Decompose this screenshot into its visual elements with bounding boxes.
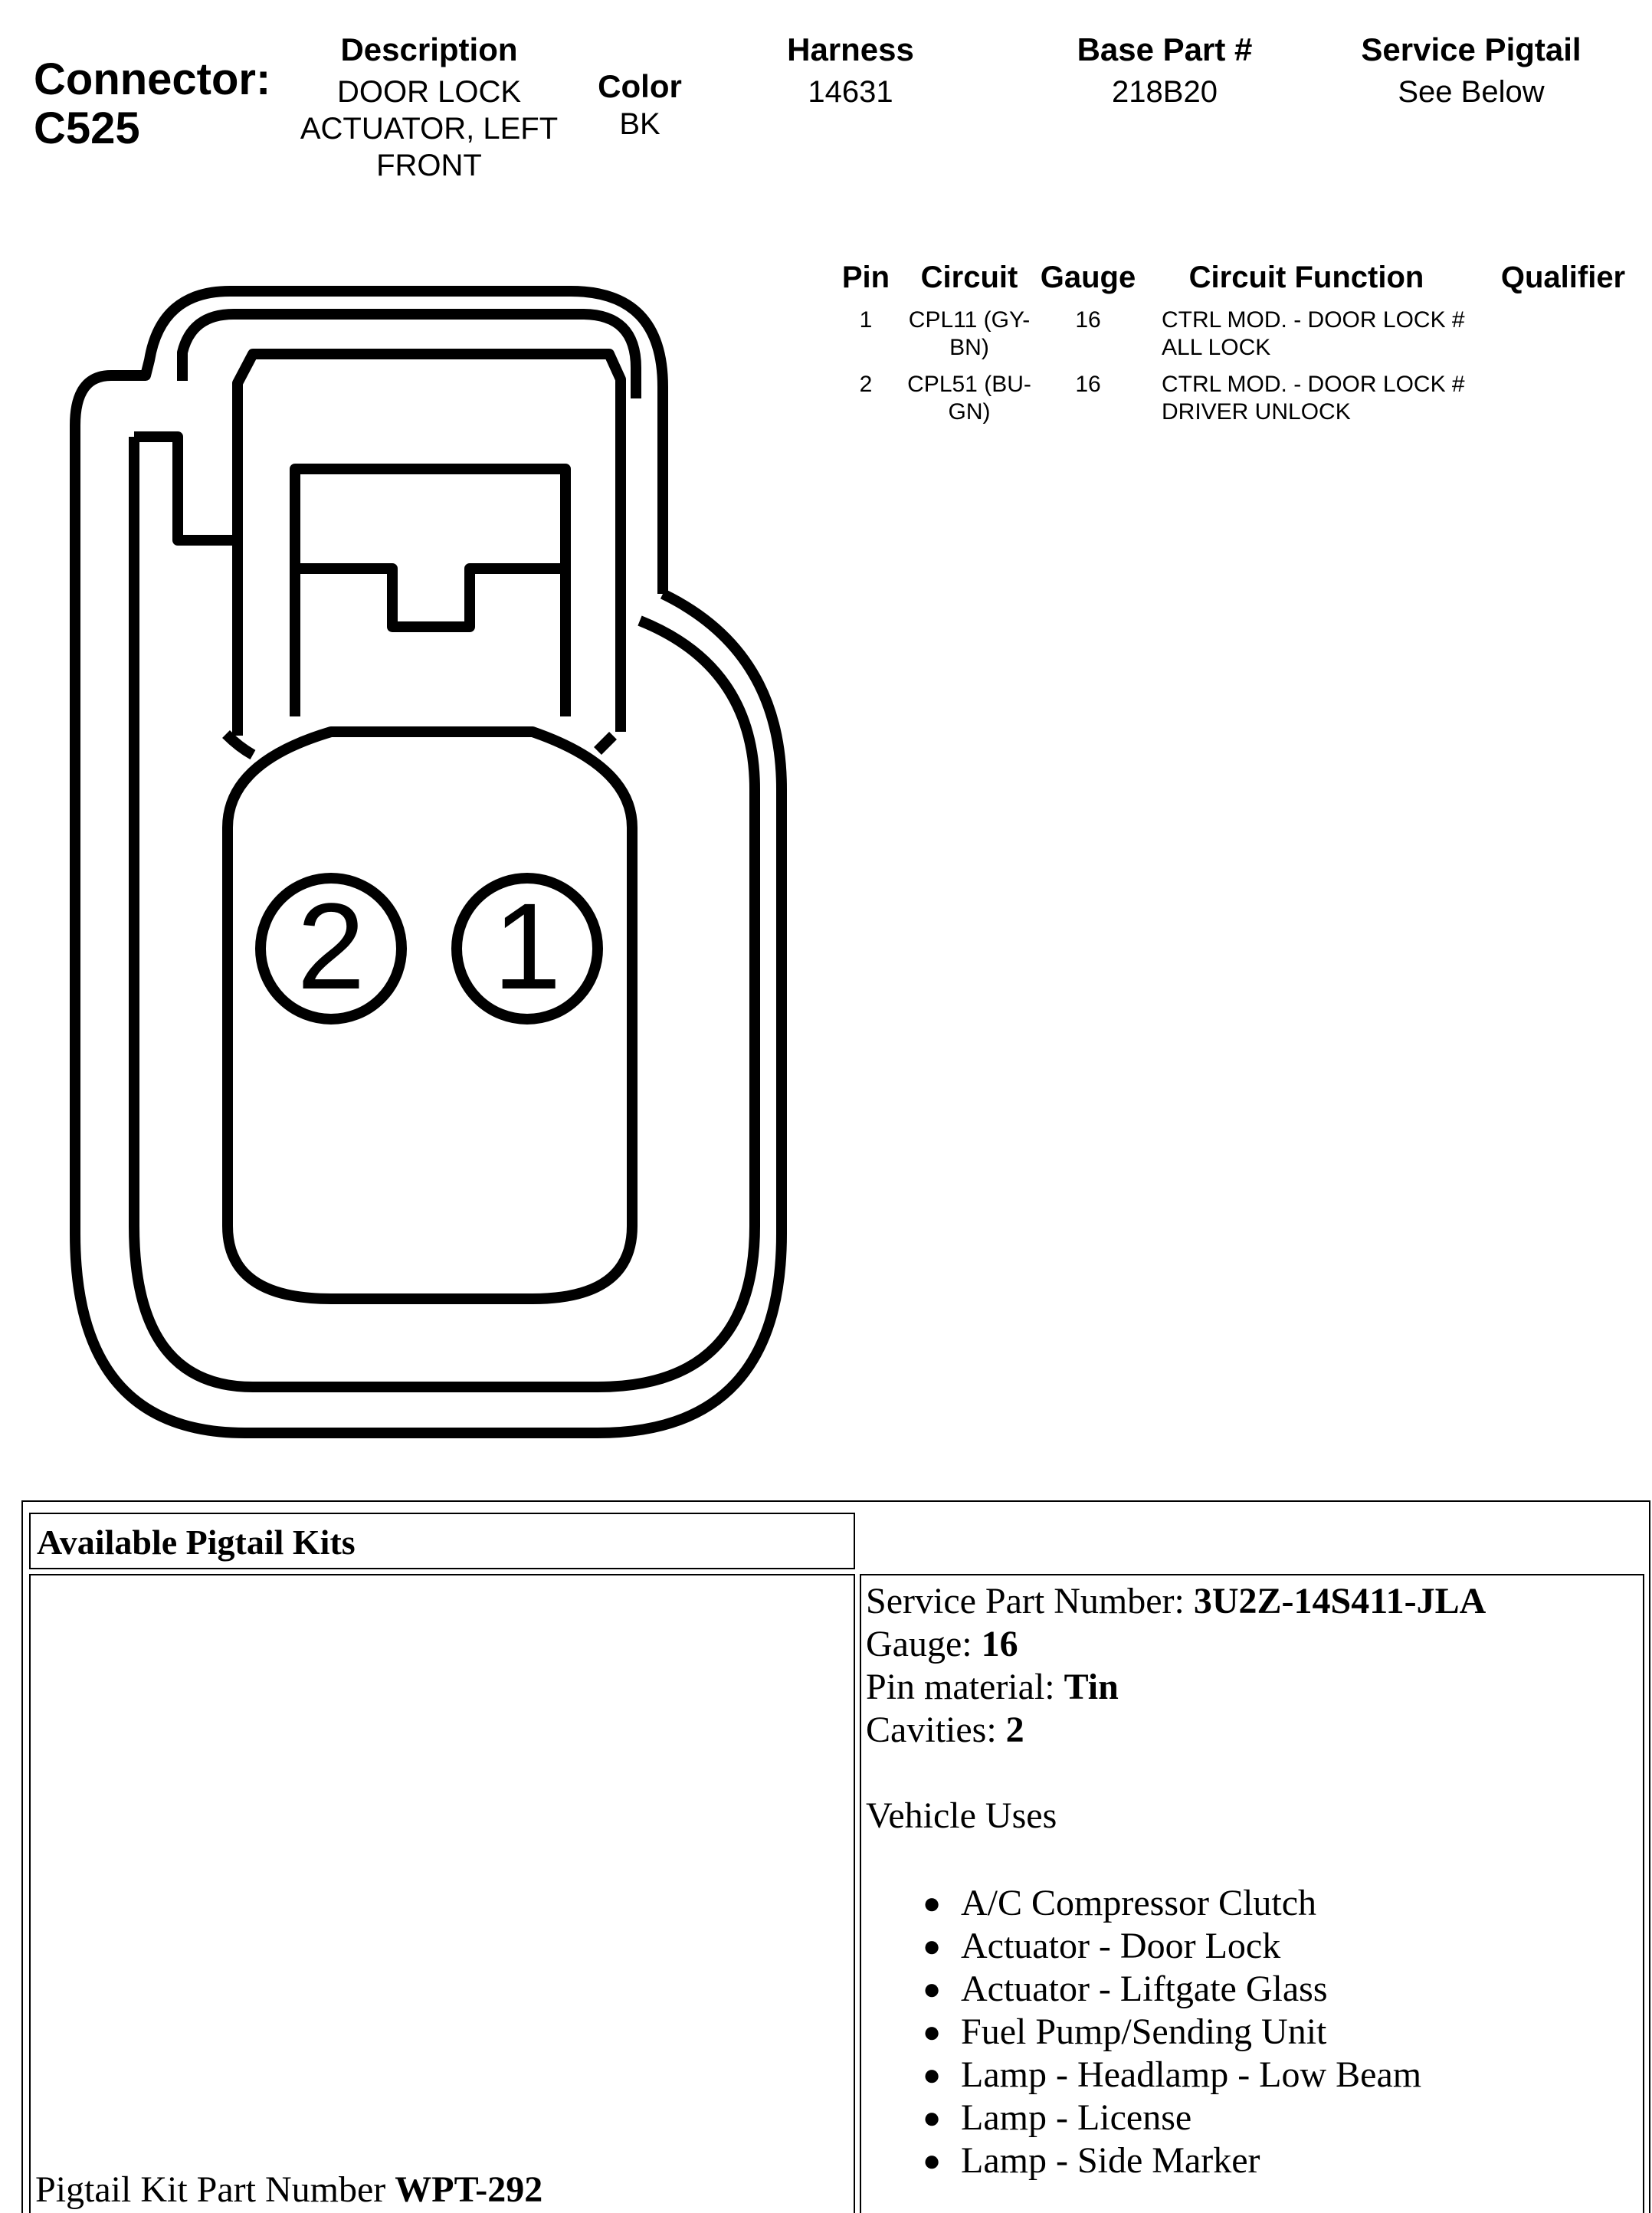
base-part-value: 218B20 (1112, 75, 1218, 109)
connector-label: Connector: (34, 54, 271, 104)
description-line: FRONT (376, 149, 482, 182)
function-cell (1162, 307, 1483, 362)
pin-number: 1 (859, 307, 873, 333)
cavities-row (866, 1709, 1638, 1752)
vehicle-use: Lamp - Side Marker (961, 2140, 1260, 2181)
circuit-line: GN) (948, 399, 991, 425)
harness-header: Harness (787, 31, 914, 67)
vehicle-uses-list (923, 1882, 1638, 2182)
bullet-icon: ● (923, 1886, 942, 1920)
gauge-label: Gauge: (866, 1624, 982, 1664)
bullet-icon: ● (923, 2057, 942, 2092)
vehicle-use: Actuator - Liftgate Glass (961, 1969, 1328, 2009)
harness-value: 14631 (808, 75, 893, 109)
cavity-2-label: 2 (297, 877, 365, 1015)
description-line: DOOR LOCK (336, 75, 522, 109)
vehicle-use: Lamp - Headlamp - Low Beam (961, 2054, 1422, 2095)
bullet-icon: ● (923, 2100, 942, 2135)
base-part-header: Base Part # (1077, 31, 1253, 67)
connector-id: C525 (34, 103, 140, 153)
service-part-number (866, 1580, 1638, 1623)
function-line: ALL LOCK (1162, 335, 1271, 360)
circuit-line: CPL51 (BU- (907, 372, 1031, 397)
service-pigtail-column (1333, 31, 1609, 110)
housing-inner-step (134, 437, 238, 540)
pin-material-label: Pin material: (866, 1667, 1064, 1707)
gauge-cell: 16 (1075, 307, 1101, 333)
bullet-icon: ● (923, 1929, 942, 1963)
function-line: DRIVER UNLOCK (1162, 399, 1351, 425)
kit-part-number (35, 2169, 542, 2211)
bullet-icon: ● (923, 2015, 942, 2049)
list-item (923, 2097, 1638, 2139)
service-pigtail-header: Service Pigtail (1361, 31, 1582, 67)
cavities-label: Cavities: (866, 1710, 1006, 1750)
kit-part-value: WPT-292 (395, 2169, 543, 2210)
table-row (828, 371, 1640, 432)
list-item (923, 2139, 1638, 2182)
pigtail-details-cell (860, 1574, 1644, 2213)
gauge-header: Gauge (1040, 261, 1136, 294)
service-pigtail-value: See Below (1398, 75, 1545, 109)
gauge-cell: 16 (1075, 372, 1101, 397)
color-value: BK (619, 107, 660, 141)
pigtail-title-cell (29, 1513, 855, 1569)
circuit-line: CPL11 (GY- (908, 307, 1031, 333)
pin-number: 2 (859, 372, 873, 397)
bullet-icon: ● (923, 2143, 942, 2178)
table-row (828, 307, 1640, 368)
list-item (923, 2011, 1638, 2054)
list-item (923, 2054, 1638, 2097)
function-cell (1162, 371, 1483, 426)
pin-material-row (866, 1666, 1638, 1709)
circuit-line: BN) (949, 335, 989, 360)
vehicle-use: Fuel Pump/Sending Unit (961, 2011, 1327, 2052)
function-line: CTRL MOD. - DOOR LOCK # (1162, 307, 1465, 333)
circuit-cell (904, 307, 1034, 362)
vehicle-use: A/C Compressor Clutch (961, 1883, 1316, 1923)
pin-material-value: Tin (1064, 1667, 1119, 1707)
description-line: ACTUATOR, LEFT (300, 112, 559, 146)
kit-part-label: Pigtail Kit Part Number (35, 2169, 395, 2210)
description-header: Description (340, 31, 518, 67)
gauge-row (866, 1623, 1638, 1666)
list-item (923, 1882, 1638, 1925)
vehicle-use: Actuator - Door Lock (961, 1926, 1281, 1966)
connector-face (228, 732, 632, 1299)
pin-header: Pin (841, 261, 890, 294)
latch-box (295, 469, 565, 716)
vehicle-use: Lamp - License (961, 2097, 1192, 2138)
pigtail-kit-cell (29, 1574, 855, 2213)
latch-link-right (598, 736, 613, 751)
pigtail-title: Available Pigtail Kits (37, 1523, 356, 1562)
circuit-cell (904, 371, 1034, 426)
list-item (923, 1968, 1638, 2011)
bullet-icon: ● (923, 1972, 942, 2006)
vehicle-uses-label: Vehicle Uses (866, 1795, 1057, 1836)
cavity-1-label: 1 (493, 877, 562, 1015)
service-part-label: Service Part Number: (866, 1581, 1194, 1621)
circuit-header: Circuit (920, 261, 1018, 294)
color-header: Color (598, 68, 682, 104)
gauge-value: 16 (981, 1624, 1018, 1664)
function-header: Circuit Function (1188, 261, 1424, 294)
latch-link-left (226, 734, 253, 755)
base-part-column (1042, 31, 1287, 110)
service-part-value: 3U2Z-14S411-JLA (1193, 1581, 1486, 1621)
list-item (923, 1925, 1638, 1968)
pin-table (828, 259, 1640, 425)
qualifier-header: Qualifier (1500, 261, 1626, 294)
function-line: CTRL MOD. - DOOR LOCK # (1162, 372, 1465, 397)
latch-key (295, 569, 565, 627)
connector-diagram (0, 0, 812, 1487)
cavities-value: 2 (1005, 1710, 1024, 1750)
